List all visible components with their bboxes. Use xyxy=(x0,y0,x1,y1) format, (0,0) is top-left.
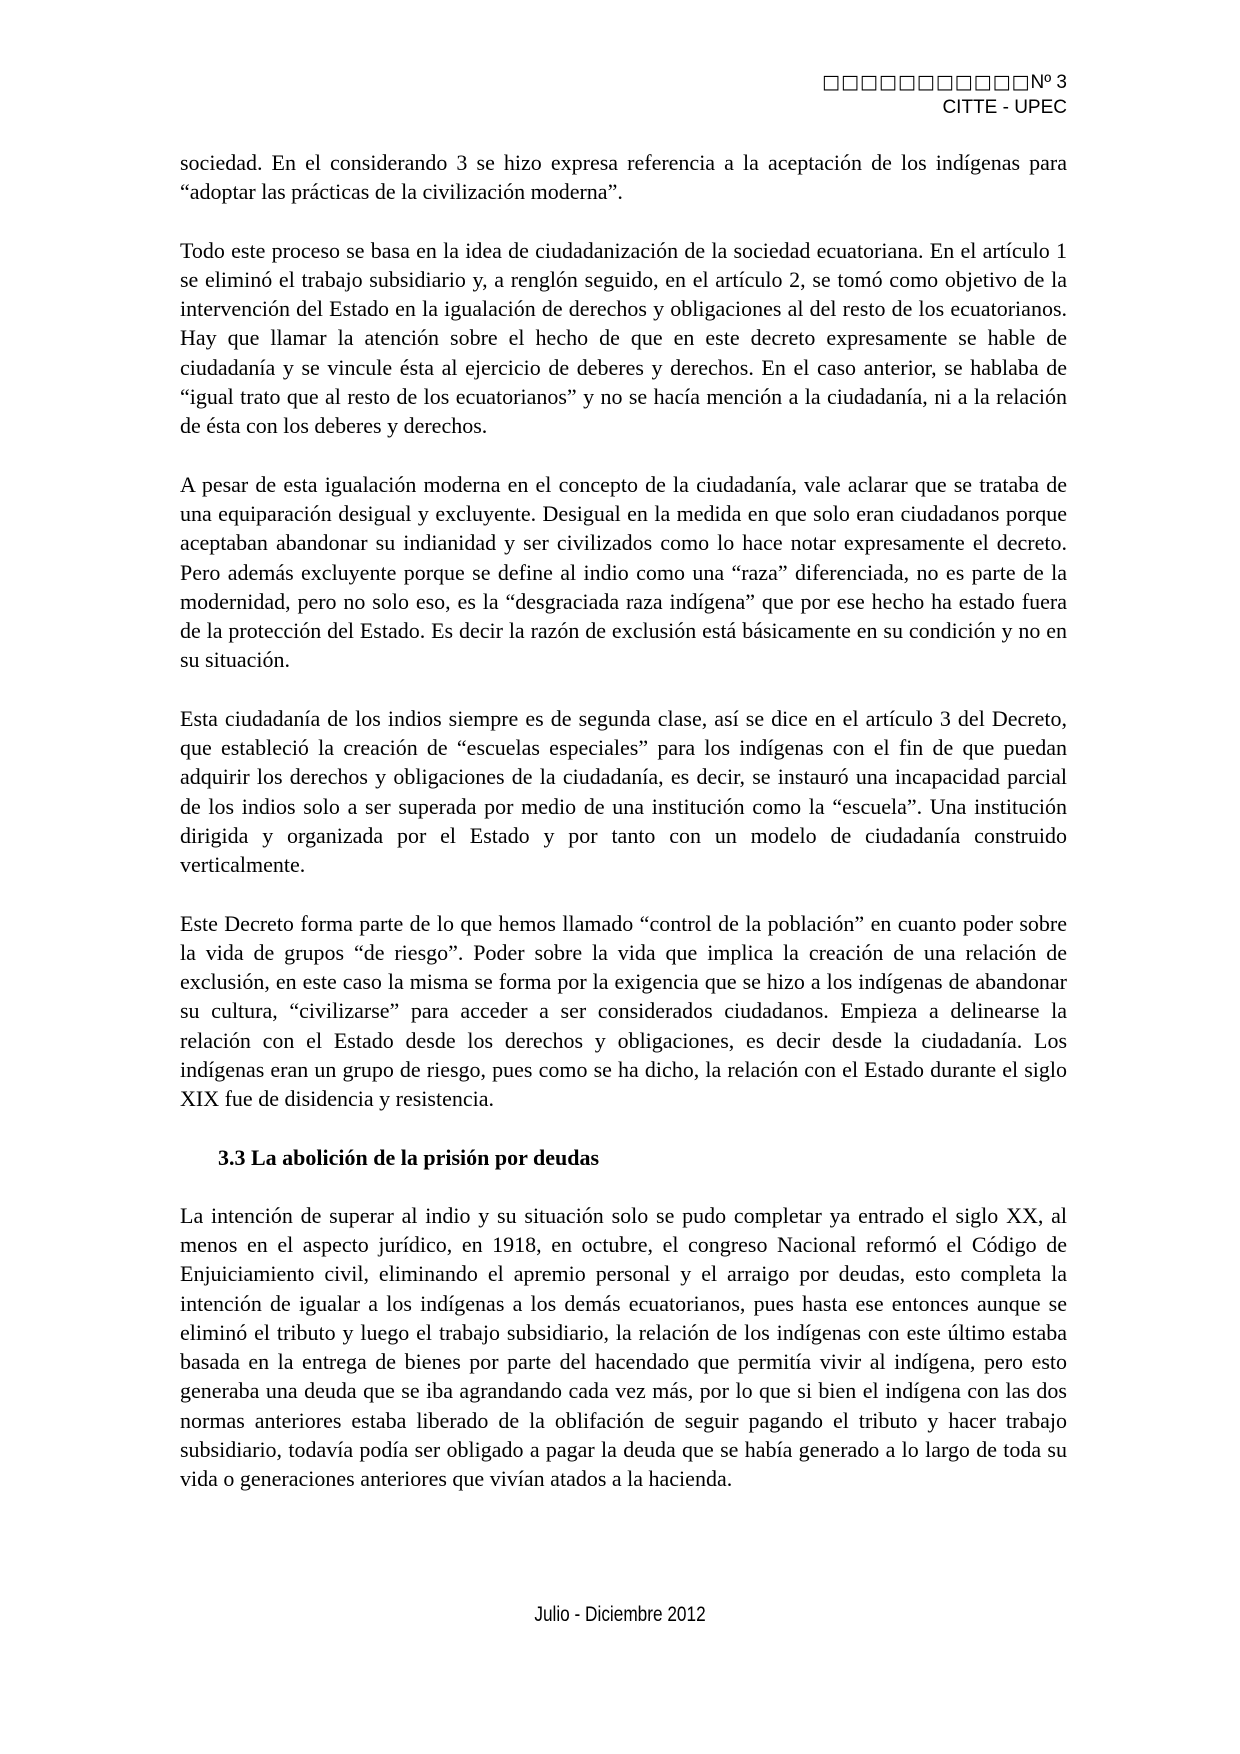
body-paragraph: Este Decreto forma parte de lo que hemos llamado “control de la población” en cuanto poder sobre la vida de grupos “de riesgo”. Poder sobre la vida que implica la creación de una relación de exclusión, en este caso la misma se forma por la exigencia que se hizo a los indígenas de abandonar su cultura, “civilizarse” para acceder a ser considerados ciudadanos. Empieza a delinearse la relación con el Estado desde los derechos y obligaciones, es decir desde la ciudadanía. Los indígenas eran un grupo de riesgo, pues como se ha dicho, la relación con el Estado durante el siglo XIX fue de disidencia y resistencia. xyxy=(180,910,1067,1112)
body-paragraph: Todo este proceso se basa en la idea de ciudadanización de la sociedad ecuatoriana. En el artículo 1 se eliminó el trabajo subsidiario y, a renglón seguido, en el artículo 2, se tomó como objetivo de la intervención del Estado en la igualación de derechos y obligaciones al del resto de los ecuatorianos. Hay que llamar la atención sobre el hecho de que en este decreto expresamente se hable de ciudadanía y se vincule ésta al ejercicio de deberes y derechos. En el caso anterior, se hablaba de “igual trato que al resto de los ecuatorianos” y no se hacía mención a la ciudadanía, ni a la relación de ésta con los deberes y derechos. xyxy=(180,237,1067,439)
page-header xyxy=(822,70,1067,120)
header-glyphs: □□□□□□□□□□□ xyxy=(822,71,1031,93)
header-issue: Nº 3 xyxy=(1030,72,1067,93)
body-paragraph: A pesar de esta igualación moderna en el concepto de la ciudadanía, vale aclarar que se trataba de una equiparación desigual y excluyente. Desigual en la medida en que solo eran ciudadanos porque aceptaban abandonar su indianidad y ser civilizados como lo hace notar expresamente el decreto. Pero además excluyente porque se define al indio como una “raza” diferenciada, no es parte de la modernidad, pero no solo eso, es la “desgraciada raza indígena” que por ese hecho ha estado fuera de la protección del Estado. Es decir la razón de exclusión está básicamente en su condición y no en su situación. xyxy=(180,471,1067,673)
body-paragraph: La intención de superar al indio y su situación solo se pudo completar ya entrado el siglo XX, al menos en el aspecto jurídico, en 1918, en octubre, el congreso Nacional reformó el Código de Enjuiciamiento civil, eliminando el apremio personal y el arraigo por deudas, esto completa la intención de igualar a los indígenas a los demás ecuatorianos, pues hasta ese entonces aunque se eliminó el tributo y luego el trabajo subsidiario, la relación de los indígenas con este último estaba basada en la entrega de bienes por parte del hacendado que permitía vivir al indígena, pero esto generaba una deuda que se iba agrandando cada vez más, por lo que si bien el indígena con las dos normas anteriores estaba liberado de la oblifación de seguir pagando el tributo y hacer trabajo subsidiario, todavía podía ser obligado a pagar la deuda que se había generado a lo largo de toda su vida o generaciones anteriores que vivían atados a la hacienda. xyxy=(180,1202,1067,1492)
page-footer: Julio - Diciembre 2012 xyxy=(534,1603,706,1626)
header-org: CITTE - UPEC xyxy=(942,97,1067,118)
section-heading: 3.3 La abolición de la prisión por deudas xyxy=(218,1144,600,1170)
document-body xyxy=(180,148,1067,1523)
body-paragraph: Esta ciudadanía de los indios siempre es de segunda clase, así se dice en el artículo 3 del Decreto, que estableció la creación de “escuelas especiales” para los indígenas con el fin de que puedan adquirir los derechos y obligaciones de la ciudadanía, es decir, se instauró una incapacidad parcial de los indios solo a ser superada por medio de una institución como la “escuela”. Una institución dirigida y organizada por el Estado y por tanto con un modelo de ciudadanía construido verticalmente. xyxy=(180,705,1067,878)
header-issue-line xyxy=(822,70,1067,95)
body-paragraph: sociedad. En el considerando 3 se hizo expresa referencia a la aceptación de los indígenas para “adoptar las prácticas de la civilización moderna”. xyxy=(180,150,1067,205)
